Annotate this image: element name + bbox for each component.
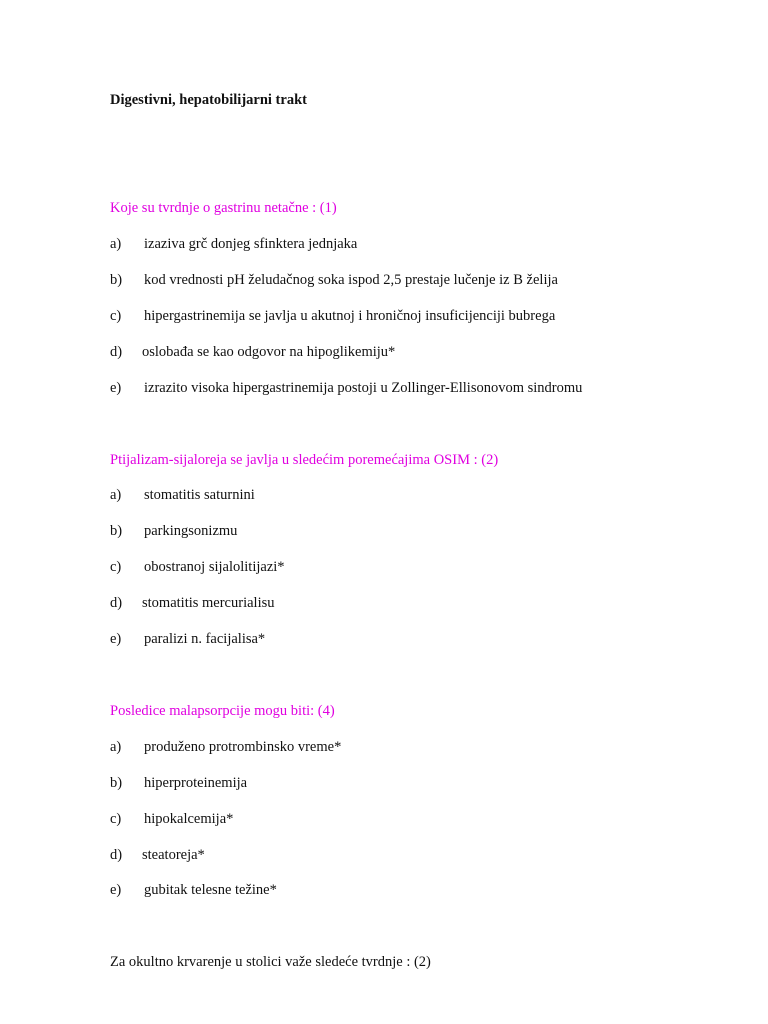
question-3-option-d [110, 847, 205, 864]
option-text: stomatitis saturnini [144, 487, 255, 503]
option-text: gubitak telesne težine* [144, 882, 277, 898]
document-title: Digestivni, hepatobilijarni trakt [110, 92, 307, 108]
question-3-title: Posledice malapsorpcije mogu biti: (4) [110, 703, 335, 719]
question-1-title: Koje su tvrdnje o gastrinu netačne : (1) [110, 200, 337, 216]
option-text: paralizi n. facijalisa* [144, 631, 266, 647]
question-3-option-c [110, 811, 233, 828]
option-letter: a) [110, 739, 122, 755]
option-text: parkingsonizmu [144, 523, 238, 539]
option-letter: e) [110, 380, 122, 396]
question-4-title: Za okultno krvarenje u stolici važe sledeće tvrdnje : (2) [110, 954, 431, 970]
question-2-title: Ptijalizam-sijaloreja se javlja u sledećim poremećajima OSIM : (2) [110, 452, 499, 468]
option-letter: d) [110, 344, 123, 360]
question-3-option-e [110, 882, 277, 899]
option-text: steatoreja* [142, 847, 205, 863]
option-letter: c) [110, 308, 122, 324]
question-1-option-a [110, 236, 357, 253]
question-3-option-a [110, 739, 341, 756]
option-text: izaziva grč donjeg sfinktera jednjaka [144, 236, 358, 252]
question-2-option-d [110, 595, 275, 612]
option-text: kod vrednosti pH želudačnog soka ispod 2,5 prestaje lučenje iz B želija [144, 272, 558, 288]
question-1-option-d [110, 344, 395, 361]
option-text: hiperproteinemija [144, 775, 248, 791]
option-letter: b) [110, 272, 123, 288]
option-letter: b) [110, 523, 123, 539]
option-letter: d) [110, 847, 123, 863]
question-2-option-a [110, 487, 255, 504]
question-2-option-e [110, 631, 265, 648]
option-letter: e) [110, 631, 122, 647]
option-text: hipokalcemija* [144, 811, 234, 827]
question-1-option-b [110, 272, 558, 289]
question-2-option-c [110, 559, 285, 576]
option-text: izrazito visoka hipergastrinemija postoji u Zollinger-Ellisonovom sindromu [144, 380, 583, 396]
option-letter: b) [110, 775, 123, 791]
option-letter: c) [110, 811, 122, 827]
question-3-option-b [110, 775, 247, 792]
option-text: stomatitis mercurialisu [142, 595, 275, 611]
option-letter: a) [110, 236, 122, 252]
question-1-option-e [110, 380, 582, 397]
option-text: produženo protrombinsko vreme* [144, 739, 342, 755]
option-text: hipergastrinemija se javlja u akutnoj i hroničnoj insuficijenciji bubrega [144, 308, 556, 324]
option-text: obostranoj sijalolitijazi* [144, 559, 285, 575]
option-letter: e) [110, 882, 122, 898]
option-letter: d) [110, 595, 123, 611]
question-1-option-c [110, 308, 555, 325]
option-letter: c) [110, 559, 122, 575]
option-text: oslobađa se kao odgovor na hipoglikemiju* [142, 344, 396, 360]
question-2-option-b [110, 523, 237, 540]
option-letter: a) [110, 487, 122, 503]
